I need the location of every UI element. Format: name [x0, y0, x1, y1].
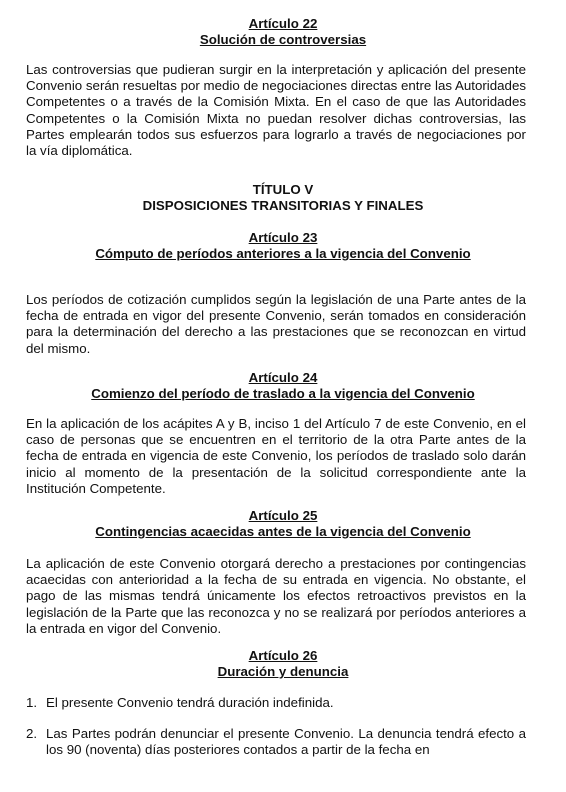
article-22-text: Las controversias que pudieran surgir en la interpretación y aplicación del presente Convenio serán resueltas por medio de negociaciones directas entre las Autoridades Competentes o a través de la Comisión Mixta. En el caso de que las Autoridades Competentes o la Comisión Mixta no puedan resolver dichas controversias, las Partes emplearán todos sus esfuerzos para lograrlo a través de negociaciones por la vía diplomática. [26, 62, 526, 159]
article-24-text: En la aplicación de los acápites A y B, inciso 1 del Artículo 7 de este Convenio, en el caso de personas que se encuentren en el territorio de la otra Parte antes de la fecha de entrada en vigencia de este Convenio, los períodos de traslado solo darán inicio al momento de la presentación de la solicitud correspondiente ante la Institución Competente. [26, 416, 526, 496]
article-22-heading [0, 16, 566, 48]
titulo-v-title: DISPOSICIONES TRANSITORIAS Y FINALES [142, 198, 424, 213]
article-23-heading [0, 230, 566, 262]
article-26-heading [0, 648, 566, 680]
article-26-list-item [26, 726, 526, 758]
article-23-title: Cómputo de períodos anteriores a la vigencia del Convenio [95, 246, 471, 261]
list-item-number: 2. [26, 726, 38, 741]
article-25-text: La aplicación de este Convenio otorgará derecho a prestaciones por contingencias acaecidas con anterioridad a la fecha de su entrada en vigencia. No obstante, el pago de las mismas tendrá únicamente los efectos retroactivos previstos en la legislación de la Parte que las reconozca y no se realizará por períodos anteriores a la entrada en vigor del Convenio. [26, 556, 526, 636]
titulo-v-heading [0, 182, 566, 214]
titulo-v-label: TÍTULO V [252, 182, 314, 197]
article-26-title: Duración y denuncia [217, 664, 349, 679]
article-24-label: Artículo 24 [248, 370, 318, 385]
article-24-heading [0, 370, 566, 402]
article-25-label: Artículo 25 [248, 508, 318, 523]
article-26-list-item [26, 695, 526, 711]
article-22-title: Solución de controversias [199, 32, 367, 47]
article-23-label: Artículo 23 [248, 230, 318, 245]
article-26-label: Artículo 26 [248, 648, 318, 663]
article-25-heading [0, 508, 566, 540]
list-item-text: El presente Convenio tendrá duración indefinida. [46, 695, 334, 710]
article-22-label: Artículo 22 [248, 16, 318, 31]
article-23-text: Los períodos de cotización cumplidos según la legislación de una Parte antes de la fecha de entrada en vigor del presente Convenio, serán tomados en consideración para la determinación del derecho a las prestaciones que se reconozcan en virtud del mismo. [26, 292, 526, 356]
article-24-title: Comienzo del período de traslado a la vigencia del Convenio [91, 386, 475, 401]
list-item-text: Las Partes podrán denunciar el presente Convenio. La denuncia tendrá efecto a los 90 (noventa) días posteriores contados a partir de la fecha en [46, 726, 526, 758]
list-item-number: 1. [26, 695, 38, 710]
article-25-title: Contingencias acaecidas antes de la vigencia del Convenio [95, 524, 471, 539]
